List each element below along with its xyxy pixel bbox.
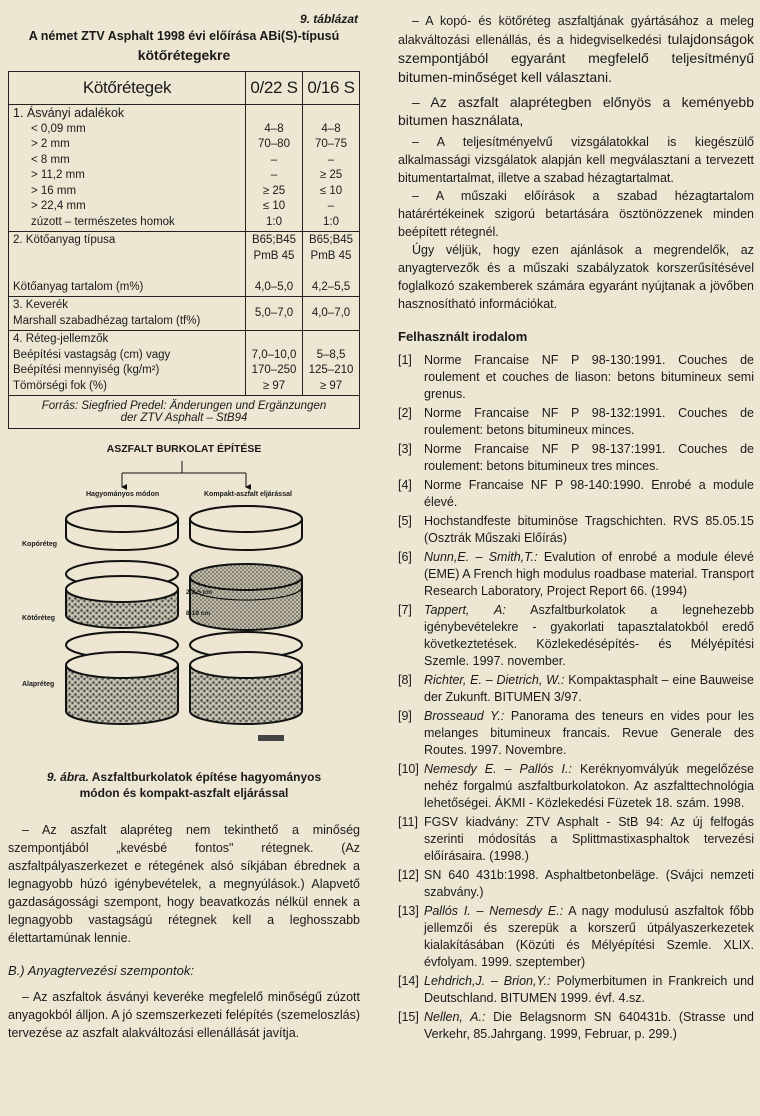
branch-label-left: Hagyományos módon (86, 491, 160, 498)
row-label: Beépítési mennyiség (kg/m²) (13, 364, 160, 376)
table-row (9, 232, 360, 297)
text-span: – A kopó- és kötőréteg aszfaltjának gyártásához a meleg alakváltozási ellenállás, és a hidegviselkedési (398, 14, 754, 47)
section-title: 3. Keverék (13, 299, 68, 311)
reference-item (398, 672, 754, 706)
source-line: der ZTV Asphalt – StB94 (120, 412, 248, 424)
reference-text: Hochstandfeste bituminöse Tragschichten. RVS 85.05.15 (Osztrák Műszaki Előírás) (424, 514, 754, 545)
reference-text: Norme Francaise NF P 98-140:1990. Enrobé a module élevé. (424, 478, 754, 509)
value: B65;B45 (251, 234, 297, 246)
table-cell-value (246, 232, 303, 297)
row-label: Kötőanyag tartalom (m%) (13, 280, 144, 293)
value: 4,0–5,0 (254, 280, 294, 293)
layer-label: Alapréteg (22, 681, 55, 688)
table-cell-value: 5,0–7,0 (246, 297, 303, 331)
table-row (9, 331, 360, 396)
value: PmB 45 (253, 249, 295, 262)
value: 5–8,5 (316, 348, 346, 361)
reference-author: Nunn,E. – Smith,T.: (424, 550, 538, 564)
layer-label: Kötőréteg (22, 615, 56, 622)
reference-item (398, 1009, 754, 1043)
table-cell-value (303, 331, 360, 396)
paragraph: – Az aszfaltok ásványi keveréke megfelelő minőségű zúzott anyagokból álljon. A jó szemszerkezeti felépítés (szemeloszlás) tervezése az aszfalt alakváltozási ellenállását javítja. (8, 990, 360, 1040)
value: 4–8 (321, 122, 341, 135)
reference-text: FGSV kiadvány: ZTV Asphalt - StB 94: Az új felfogás szerinti módosítás a Splittmastixasphaltok tervezési előírásaira. (1998.) (424, 815, 754, 863)
table-cell-label (9, 232, 246, 297)
section-title: 4. Réteg-jellemzők (13, 333, 109, 345)
value: B65;B45 (308, 234, 354, 246)
table-cell-value (246, 105, 303, 232)
paragraph: – Az aszfalt alapréteg nem tekinthető a minőség szempontjából „kevésbé fontos" rétegnek. (Az aszfaltpályaszerkezet e rétegének alsó síkjában ébrednek a legnagyobb húzó igénybevételek, a megnyúlások.) Alapvető gazdaságossági szempont, hogy beavatkozás nélkül ennek a legnagyobb vastagságú rétegnek kell a leghosszabb élettartamúnak lennie. (8, 823, 360, 945)
traditional-layers (66, 506, 178, 724)
reference-item (398, 814, 754, 865)
reference-item (398, 973, 754, 1007)
reference-text: Kompaktasphalt – eine Bauweise der Zukunft. BITUMEN 3/97. (424, 673, 755, 704)
reference-text: SN 640 431b:1998. Asphaltbetonbeläge. (Svájci nemzeti szabvány.) (424, 868, 754, 899)
table-cell-value (246, 331, 303, 396)
table-source (9, 396, 360, 429)
reference-text: Polymerbitumen in Frankreich und Deutschland. BITUMEN 1999. évf. 4.sz. (424, 974, 754, 1005)
reference-item (398, 441, 754, 475)
value: – (270, 169, 278, 181)
table-header-row (9, 72, 360, 105)
value: – (327, 153, 335, 166)
reference-number: [11] (398, 815, 418, 829)
row-label: > 11,2 mm (31, 169, 85, 181)
reference-text: A nagy modulusú aszfaltok főbb jellemzői és szerepük a korszerű útpályaszerkezetek kialakításában (Közúti és Mélyépítési Szemle. XLIX. évfolyam. 1999. szeptember) (424, 904, 754, 969)
figure-caption (8, 769, 360, 801)
table-cell-value (303, 105, 360, 232)
branch-label-right: Kompakt-aszfalt eljárással (204, 491, 292, 498)
value: ≤ 10 (262, 200, 286, 212)
reference-author: Nellen, A.: (424, 1010, 486, 1024)
left-column (8, 12, 360, 1042)
row-label: zúzott – természetes homok (31, 215, 175, 228)
table-cell-label (9, 331, 246, 396)
table-header-cell: 0/16 S (303, 72, 360, 105)
reference-number: [13] (398, 904, 419, 918)
spec-table (8, 71, 360, 429)
reference-item (398, 352, 754, 403)
table-cell-value (303, 232, 360, 297)
row-label: > 16 mm (31, 184, 77, 197)
paragraph: – Az aszfalt alaprétegben előnyös a keményebb bitumen használata, (398, 94, 754, 128)
section-title: 2. Kötőanyag típusa (13, 234, 116, 246)
right-column (398, 12, 754, 1045)
row-label: < 0,09 mm (31, 122, 86, 135)
reference-number: [8] (398, 673, 412, 687)
reference-text: Aszfaltburkolatok a legnehezebb igénybevételekre - gyakorlati tapasztalatokból eredő következtetések. Közlekedésépítés- és Mélyépítési Szemle. 1997. november. (424, 603, 754, 668)
reference-item (398, 903, 754, 971)
row-label: > 2 mm (31, 138, 70, 150)
value: 125–210 (308, 364, 354, 376)
reference-author: Richter, E. – Dietrich, W.: (424, 673, 565, 687)
paragraph: Úgy véljük, hogy ezen ajánlások a megrendelők, az anyagtervezők és a műszaki szabályzatok korszerűsítésével foglalkozó szakemberek számára egyaránt nyújtanak a jövőben hasznosítható információkat. (398, 243, 754, 311)
reference-number: [15] (398, 1010, 419, 1024)
row-label: > 22,4 mm (31, 200, 86, 212)
reference-text: Norme Francaise NF P 98-130:1991. Couches de roulement et couches de liason: betons bitumineux semi grenus. (424, 353, 754, 401)
row-label: < 8 mm (31, 153, 70, 166)
reference-item (398, 477, 754, 511)
caption-text: Aszfaltburkolatok építése hagyományos (91, 770, 322, 784)
caption-text: módon és kompakt-aszfalt eljárással (79, 786, 289, 800)
value: 4,2–5,5 (311, 280, 351, 293)
row-label: Marshall szabadhézag tartalom (tf%) (13, 314, 201, 327)
table-header-cell: Kötőrétegek (9, 72, 246, 105)
value: – (270, 153, 278, 166)
value: 7,0–10,0 (251, 348, 297, 361)
dimension-label: 2-2,5 cm (186, 589, 213, 596)
value: ≥ 97 (319, 379, 343, 392)
reference-number: [12] (398, 868, 419, 882)
value: 70–80 (258, 138, 290, 150)
text-span: tulajdonságok szempontjából egyaránt megfelelő teljesítményű bitumen-minőséget kell választani. (398, 31, 754, 85)
reference-text: Norme Francaise NF P 98-137:1991. Couches de roulement: betons bitumineux tres minces. (424, 442, 754, 473)
value: 170–250 (251, 364, 297, 376)
table-header-cell: 0/22 S (246, 72, 303, 105)
reference-author: Nemesdy E. – Pallós I.: (424, 762, 572, 776)
value: 70–75 (315, 138, 347, 150)
reference-number: [6] (398, 550, 412, 564)
table-cell-value: 4,0–7,0 (303, 297, 360, 331)
reference-number: [2] (398, 406, 412, 420)
value: ≤ 10 (319, 184, 343, 197)
table-row (9, 297, 360, 331)
value: – (327, 200, 335, 212)
caption-number: 9. ábra. (46, 770, 89, 784)
table-row (9, 105, 360, 232)
row-label: Tömörségi fok (%) (13, 379, 107, 392)
reference-item (398, 867, 754, 901)
reference-number: [9] (398, 709, 412, 723)
value: ≥ 97 (262, 379, 286, 392)
reference-item (398, 761, 754, 812)
value: 1:0 (266, 215, 282, 228)
references-list (398, 352, 754, 1043)
reference-text: Evalution of enrobé a module élevé (EME) A French high modulus roadbase material. Transport Research Laboratory, Project Report 66. (1994) (424, 550, 754, 598)
reference-number: [14] (398, 974, 419, 988)
value: 1:0 (323, 215, 339, 228)
reference-author: Lehdrich,J. – Brion,Y.: (424, 974, 551, 988)
reference-number: [7] (398, 603, 412, 617)
reference-text: Die Belagsnorm SN 640431b. (Strasse und Verkehr, 85.Jahrgang. 1999, Februar, p. 299.) (424, 1010, 754, 1041)
source-line: Forrás: Siegfried Predel: Änderungen und Ergänzungen (41, 400, 327, 412)
reference-author: Brosseaud Y.: (424, 709, 505, 723)
reference-item (398, 549, 754, 600)
section-heading: B.) Anyagtervezési szempontok: (8, 963, 194, 978)
table-subtitle: kötőrétegekre (137, 47, 231, 63)
reference-item (398, 602, 754, 670)
table-source-row (9, 396, 360, 429)
value: ≥ 25 (262, 184, 286, 197)
reference-item (398, 708, 754, 759)
reference-number: [4] (398, 478, 412, 492)
table-cell-label (9, 105, 246, 232)
value: 4–8 (264, 122, 284, 135)
reference-item (398, 513, 754, 547)
figure-title: ASZFALT BURKOLAT ÉPÍTÉSE (106, 443, 262, 455)
reference-item (398, 405, 754, 439)
reference-number: [10] (398, 762, 419, 776)
reference-text: Norme Francaise NF P 98-132:1991. Couches de roulement: betons bitumineux minces. (424, 406, 754, 437)
printer-mark (258, 735, 284, 741)
reference-author: Pallós I. – Nemesdy E.: (424, 904, 564, 918)
reference-text: Keréknyomvályúk megelőzése nehéz forgalmú aszfaltburkolatokon. Az aszfalttechnológia lehetőségei. ÁKMI - Közlekedési Füzetek 18. szám. 1998. (424, 762, 754, 810)
table-number: 9. táblázat (299, 12, 358, 26)
pavement-diagram (8, 459, 360, 759)
paragraph: – A műszaki előírások a szabad hézagtartalom határértékeinek szigorú betartására ösztönözzenek minden beépített rétegnél. (398, 189, 754, 239)
reference-author: Tappert, A: (424, 603, 506, 617)
reference-number: [3] (398, 442, 412, 456)
row-label: Beépítési vastagság (cm) vagy (13, 348, 171, 361)
reference-number: [1] (398, 353, 412, 367)
layer-label: Kopóréteg (22, 541, 57, 548)
paragraph (398, 12, 754, 87)
value: PmB 45 (310, 249, 352, 262)
reference-text: Panorama des teneurs en vides pour les melanges bitumineux francais. Revue Generale des Routes. 1997. Novembre. (424, 709, 754, 757)
figure (8, 459, 360, 759)
table-cell-label (9, 297, 246, 331)
value: ≥ 25 (319, 169, 343, 181)
table-title: A német ZTV Asphalt 1998 évi előírása ABi(S)-típusú (28, 29, 340, 43)
references-heading: Felhasznált irodalom (398, 329, 528, 344)
section-title: 1. Ásványi adalékok (13, 106, 125, 120)
paragraph: – A teljesítményelvű vizsgálatokkal is kiegészülő alkalmassági vizsgálatok alapján kell megválasztani a tervezett bitumentartalmat, illetve a szabad hézagtartalmat. (398, 135, 754, 185)
reference-number: [5] (398, 514, 412, 528)
dimension-label: 8-10 cm (186, 610, 211, 617)
